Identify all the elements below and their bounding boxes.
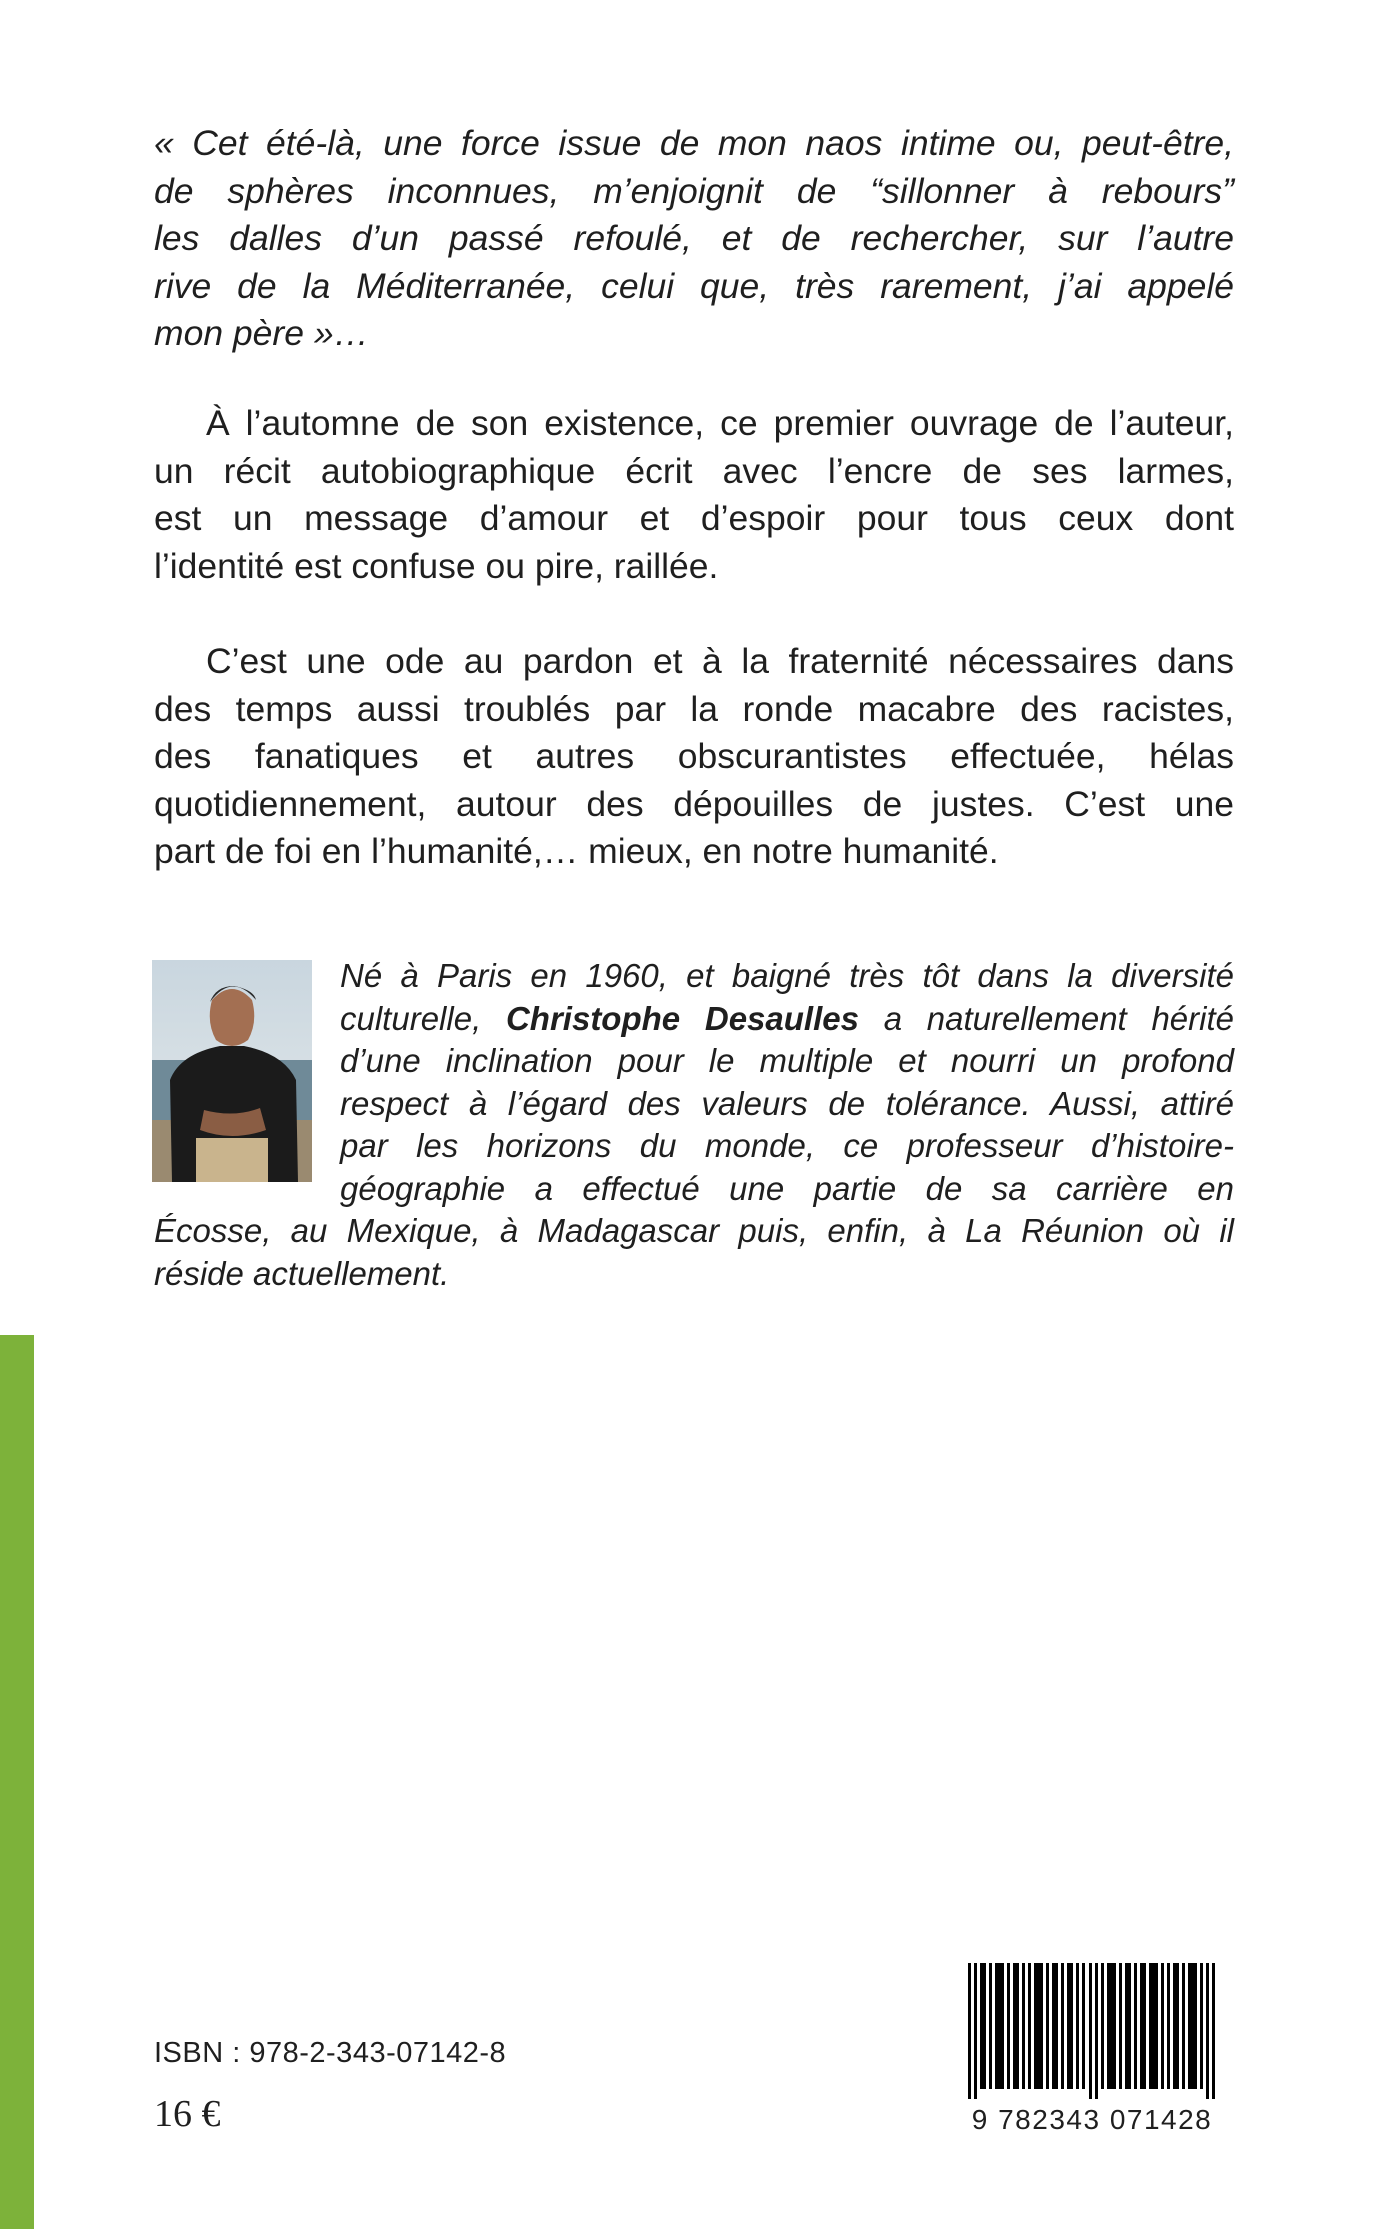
paragraph-line: un récit autobiographique écrit avec l’encre de ses larmes, <box>154 450 1234 491</box>
author-biography <box>154 955 1234 1295</box>
paragraph-line: part de foi en l’humanité,… mieux, en notre humanité. <box>154 831 999 871</box>
bio-line: par les horizons du monde, ce professeur d’histoire- <box>340 1127 1234 1164</box>
quote-line: « Cet été-là, une force issue de mon naos intime ou, peut-être, <box>154 123 1234 163</box>
quote-line: mon père »… <box>154 313 370 353</box>
paragraph-line: C’est une ode au pardon et à la fraternité nécessaires dans <box>206 641 1234 681</box>
quote-line: rive de la Méditerranée, celui que, très rarement, j’ai appelé <box>154 265 1234 306</box>
paragraph-line: est un message d’amour et d’espoir pour tous ceux dont <box>154 498 1234 538</box>
paragraph-line: des temps aussi troublés par la ronde macabre des racistes, <box>154 688 1234 729</box>
paragraph-line: des fanatiques et autres obscurantistes effectuée, hélas <box>154 736 1234 776</box>
opening-quote <box>154 120 1234 358</box>
quote-line: les dalles d’un passé refoulé, et de rechercher, sur l’autre <box>154 218 1234 258</box>
barcode <box>958 1963 1226 2099</box>
paragraph-line: À l’automne de son existence, ce premier ouvrage de l’auteur, <box>206 403 1234 443</box>
price: 16 € <box>154 2093 221 2135</box>
quote-line: de sphères inconnues, m’enjoignit de “sillonner à rebours” <box>154 170 1234 211</box>
bio-line <box>340 998 1234 1041</box>
paragraph-line: l’identité est confuse ou pire, raillée. <box>154 545 719 586</box>
summary-paragraph-1 <box>154 400 1234 590</box>
bio-line: Né à Paris en 1960, et baigné très tôt dans la diversité <box>340 957 1234 994</box>
bio-line: réside actuellement. <box>154 1254 450 1292</box>
bio-line: d’une inclination pour le multiple et nourri un profond <box>340 1042 1234 1079</box>
bio-text: a naturellement hérité <box>883 999 1235 1037</box>
green-accent-band <box>0 1335 34 2229</box>
bio-line: géographie a effectué une partie de sa carrière en <box>340 1169 1234 1207</box>
isbn: ISBN : 978-2-343-07142-8 <box>154 2037 507 2069</box>
bio-line: Écosse, au Mexique, à Madagascar puis, enfin, à La Réunion où il <box>154 1212 1234 1249</box>
author-name: Christophe Desaulles <box>505 999 859 1037</box>
bio-text: culturelle, <box>340 999 482 1037</box>
bio-line: respect à l’égard des valeurs de tolérance. Aussi, attiré <box>340 1084 1234 1122</box>
paragraph-line: quotidiennement, autour des dépouilles de justes. C’est une <box>154 783 1234 824</box>
barcode-number: 9 782343 071428 <box>971 2104 1213 2135</box>
summary-paragraph-2 <box>154 638 1234 876</box>
